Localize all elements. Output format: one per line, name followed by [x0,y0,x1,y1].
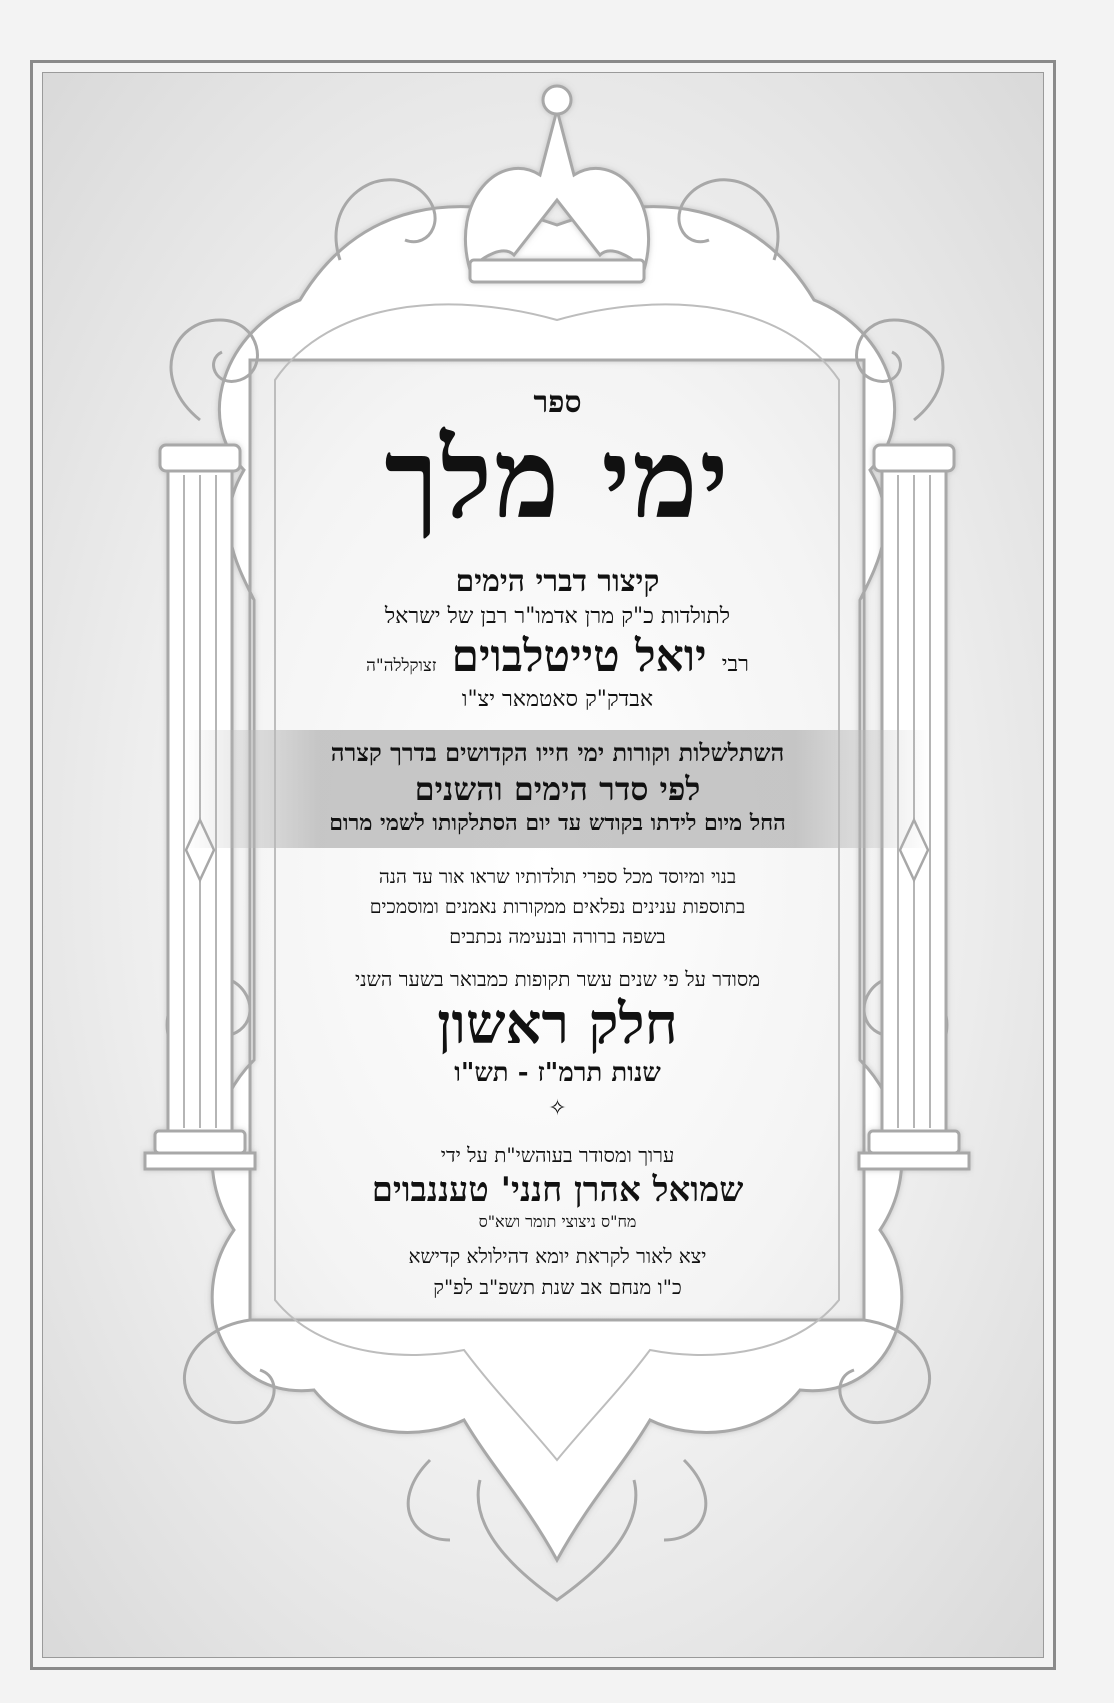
highlight-band [185,730,930,848]
publication-date: כ"ו מנחם אב שנת תשפ"ב לפ"ק [433,1274,682,1299]
avdak-line: אבדק"ק סאטמאר יצ"ו [461,687,654,712]
rabbi-name-row [225,631,890,682]
desc-line-1: בנוי ומיוסד מכל ספרי תולדותיו שראו אור עד הנה [378,866,737,888]
rabbi-name: יואל טייטלבוים [451,631,707,682]
sefer-label: ספר [533,385,582,420]
publication-line: יצא לאור לקראת יומא דהילולא קדישא [408,1243,707,1268]
band-line-3: החל מיום לידתו בקודש עד יום הסתלקותו לשמי מרום [329,810,786,836]
rabbi-suffix: זצוקללה"ה [366,656,437,676]
book-subtitle: קיצור דברי הימים [455,564,660,599]
rabbi-prefix: רבי [721,652,749,677]
toldot-line: לתולדות כ"ק מרן אדמו"ר רבן של ישראל [384,604,731,629]
desc-line-3: בשפה ברורה ובנעימה נכתבים [449,926,666,948]
author-credits: מח"ס ניצוצי תומר ושא"ס [478,1211,637,1231]
desc-line-2: בתוספות ענינים נפלאים ממקורות נאמנים ומוסמכים [369,896,746,918]
band-line-1: השתלשלות וקורות ימי חייו הקדושים בדרך קצרה [330,738,785,767]
years-range: שנות תרמ"ז - תש"ו [454,1057,661,1088]
band-line-2: לפי סדר הימים והשנים [414,770,701,808]
title-text-block [225,385,890,1300]
volume-label: חלק ראשון [437,991,678,1057]
author-name: שמואל אהרן חנני' טעננבוים [371,1169,744,1210]
diamond-ornament-icon: ✧ [548,1095,567,1121]
book-title: ימי מלך [384,414,731,543]
mesudar-line: מסודר על פי שנים עשר תקופות כמבואר בשער השני [354,967,761,991]
arukh-line: ערוך ומסודר בעוהשי"ת על ידי [440,1142,675,1167]
